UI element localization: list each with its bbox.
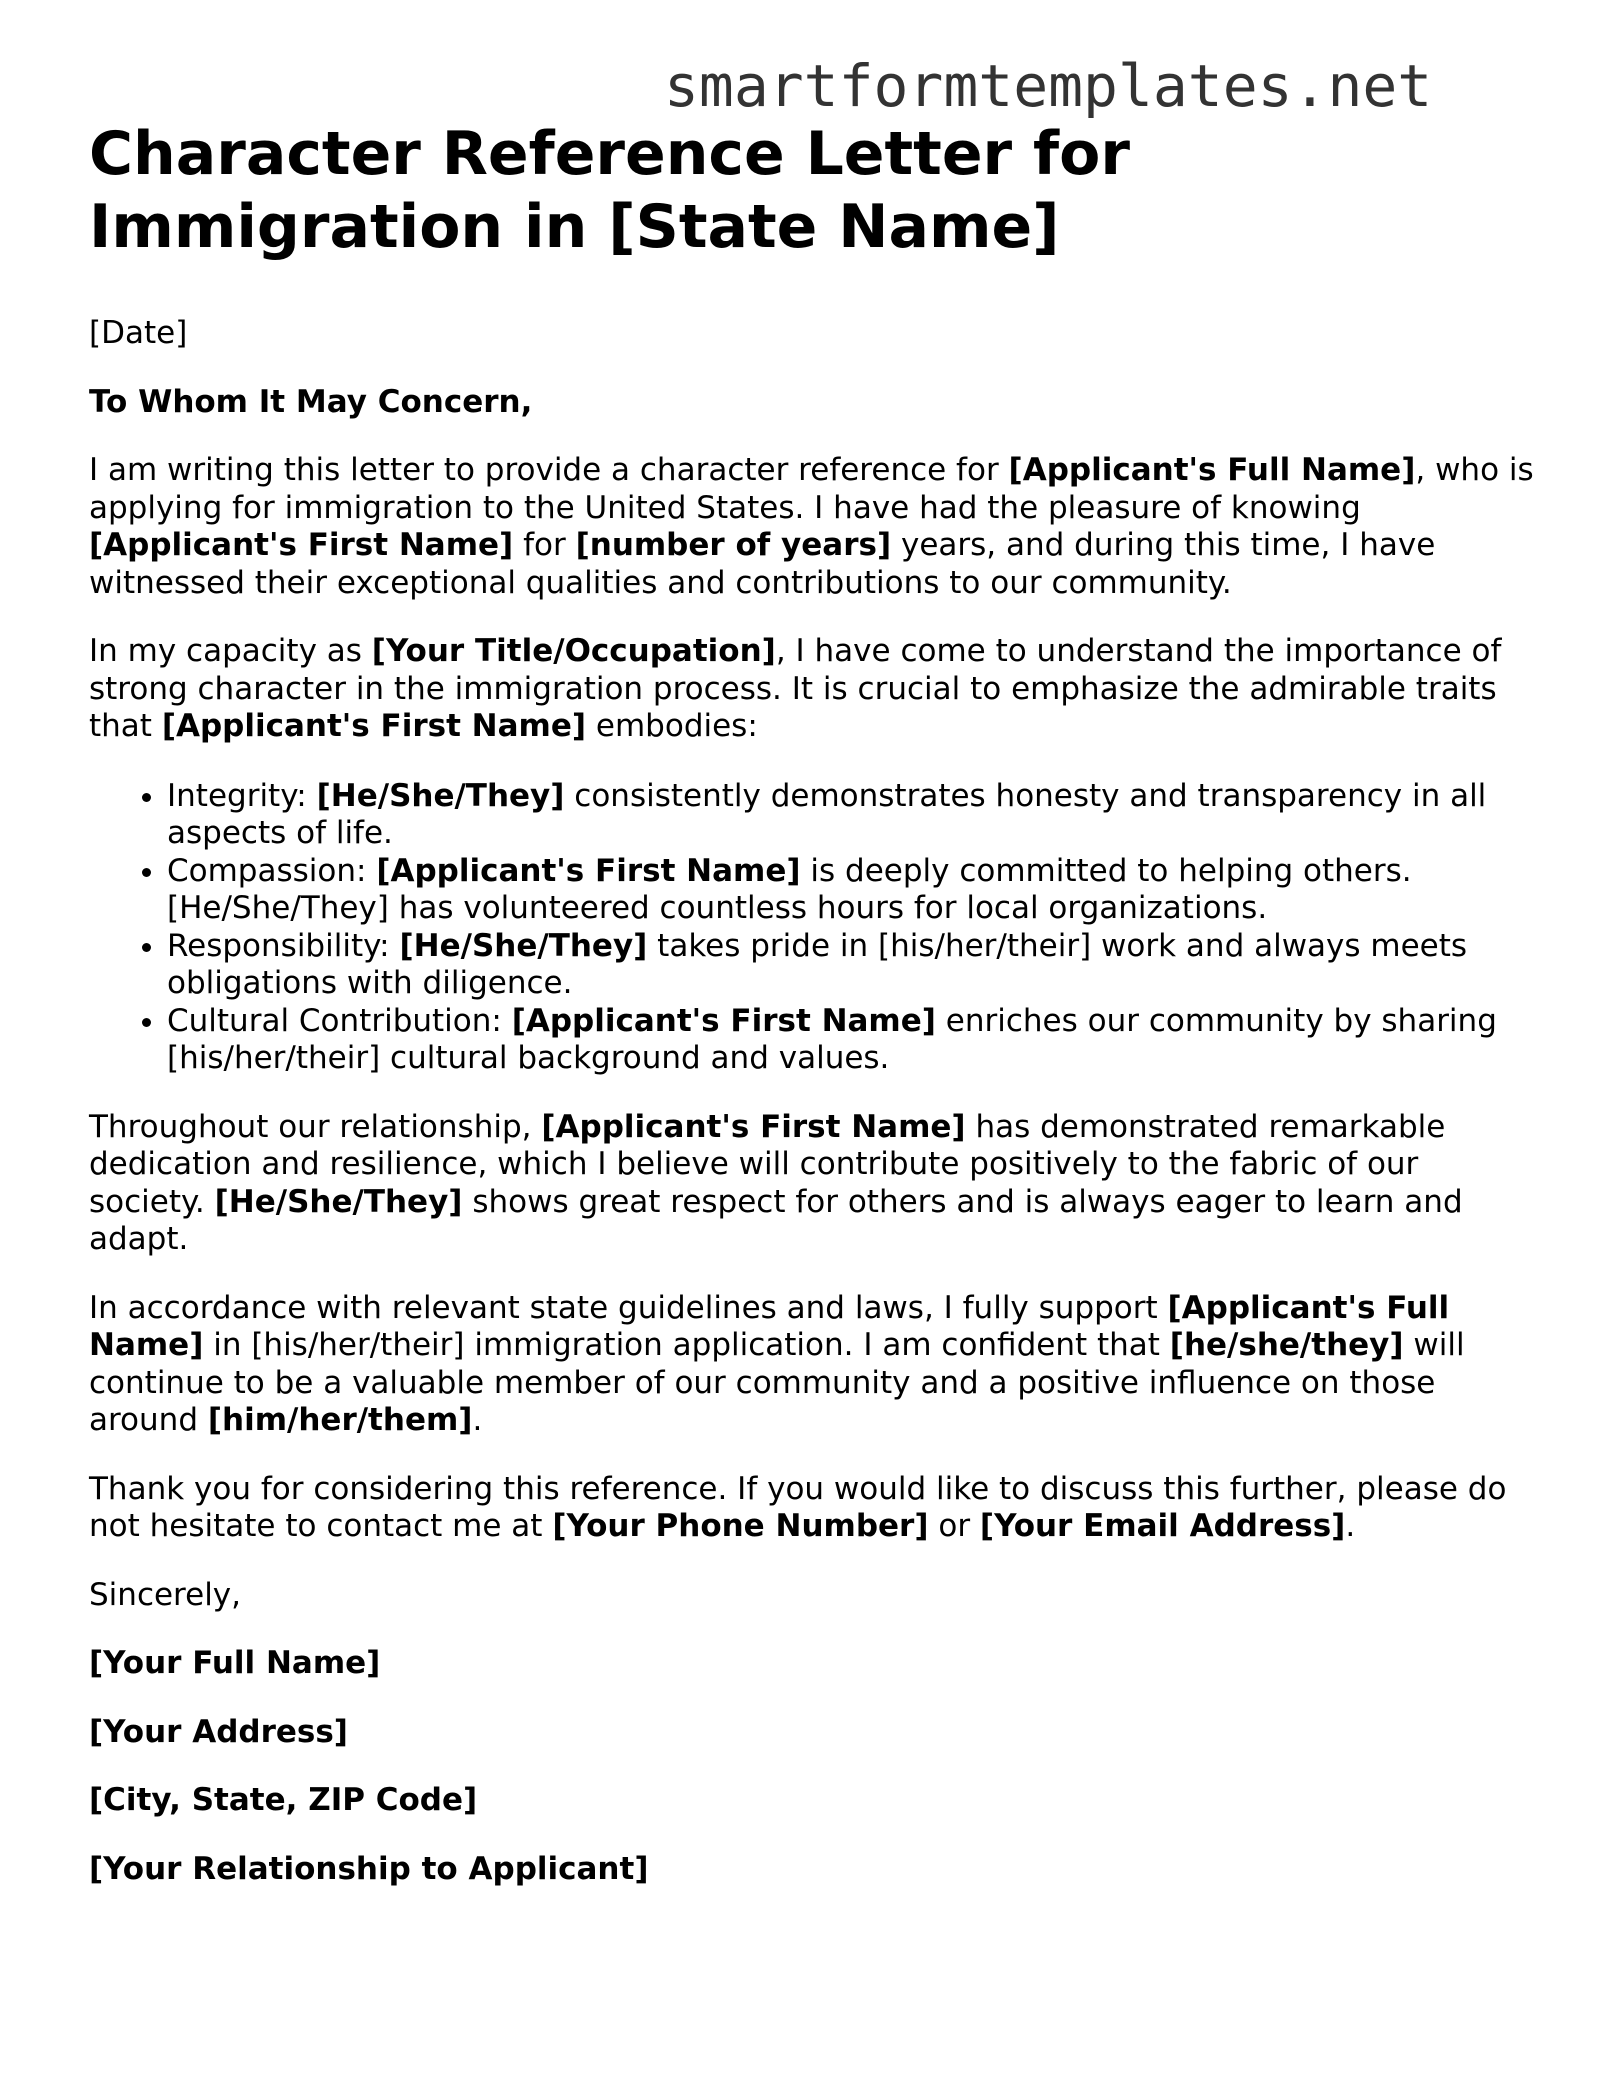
- placeholder-email-address: [Your Email Address]: [979, 1508, 1346, 1544]
- trait-label: Responsibility:: [167, 927, 400, 964]
- text-segment: I am writing this letter to provide a character reference for: [89, 452, 1009, 488]
- text-segment: In my capacity as: [89, 633, 372, 669]
- trait-placeholder: [Applicant's First Name]: [511, 1002, 936, 1039]
- placeholder-pronoun: [He/She/They]: [214, 1183, 463, 1220]
- placeholder-applicant-first-name: [Applicant's First Name]: [161, 708, 587, 744]
- placeholder-applicant-first-name: [Applicant's First Name]: [89, 527, 514, 563]
- trait-label: Compassion:: [167, 852, 377, 889]
- trait-label: Cultural Contribution:: [167, 1002, 512, 1039]
- text-segment: embodies:: [586, 708, 758, 744]
- placeholder-object-pronoun: [him/her/them]: [207, 1402, 473, 1438]
- text-segment: .: [472, 1402, 483, 1438]
- text-segment: Thank you for considering this reference. If you would like to discuss this further, please do not hesitate to contact me at: [89, 1470, 1507, 1544]
- trait-placeholder: [He/She/They]: [399, 927, 648, 964]
- paragraph-introduction: [89, 452, 1539, 602]
- text-segment: In accordance with relevant state guidelines and laws, I fully support: [89, 1289, 1168, 1326]
- trait-placeholder: [He/She/They]: [316, 777, 565, 814]
- text-segment: shows great respect for others and is always eager to learn and adapt.: [89, 1183, 1463, 1257]
- signature-address: [Your Address]: [89, 1713, 348, 1750]
- letter-date: [Date]: [89, 315, 188, 351]
- text-segment: .: [1345, 1508, 1356, 1544]
- trait-text: enriches our community by sharing [his/her/their] cultural background and values.: [167, 1002, 1497, 1076]
- watermark-site-name: smartformtemplates.net: [664, 52, 1433, 120]
- letter-closing: Sincerely,: [89, 1576, 242, 1613]
- signature-name: [Your Full Name]: [89, 1645, 381, 1681]
- trait-label: Integrity:: [167, 777, 317, 814]
- traits-list: [89, 778, 1539, 1078]
- list-item: [167, 1003, 1539, 1078]
- text-segment: will continue to be a valuable member of our community and a positive influence on those around: [89, 1327, 1465, 1438]
- paragraph-support: [89, 1290, 1539, 1440]
- letter-page: [89, 118, 1539, 1888]
- placeholder-applicant-first-name: [Applicant's First Name]: [541, 1108, 966, 1145]
- trait-text: consistently demonstrates honesty and transparency in all aspects of life.: [167, 777, 1487, 851]
- placeholder-phone-number: [Your Phone Number]: [552, 1508, 929, 1544]
- list-item: [167, 853, 1539, 928]
- paragraph-contact: [89, 1471, 1539, 1546]
- letter-title: Character Reference Letter for Immigration in [State Name]: [89, 119, 1130, 262]
- letter-salutation: To Whom It May Concern,: [89, 383, 533, 420]
- placeholder-applicant-full-name: [Applicant's Full Name]: [1008, 452, 1416, 488]
- text-segment: Throughout our relationship,: [89, 1108, 542, 1145]
- list-item: [167, 928, 1539, 1003]
- text-segment: has demonstrated remarkable dedication and resilience, which I believe will contribute positively to the fabric of our society.: [89, 1108, 1446, 1220]
- text-segment: or: [928, 1508, 980, 1544]
- placeholder-applicant-full-name: [Applicant's Full Name]: [89, 1289, 1450, 1363]
- paragraph-capacity: [89, 633, 1539, 746]
- list-item: [167, 778, 1539, 853]
- text-segment: , who is applying for immigration to the United States. I have had the pleasure of knowing: [89, 452, 1534, 526]
- paragraph-relationship: [89, 1109, 1539, 1259]
- trait-text: is deeply committed to helping others. [He/She/They] has volunteered countless hours for local organizations.: [167, 852, 1412, 926]
- text-segment: , I have come to understand the importance of strong character in the immigration process. It is crucial to emphasize the admirable traits that: [89, 633, 1502, 744]
- text-segment: for: [513, 527, 576, 563]
- text-segment: in [his/her/their] immigration application. I am confident that: [203, 1327, 1170, 1363]
- text-segment: years, and during this time, I have witnessed their exceptional qualities and contributions to our community.: [89, 527, 1436, 601]
- signature-relationship: [Your Relationship to Applicant]: [89, 1850, 649, 1887]
- trait-placeholder: [Applicant's First Name]: [376, 852, 801, 889]
- signature-city-state-zip: [City, State, ZIP Code]: [89, 1782, 478, 1818]
- placeholder-pronoun: [he/she/they]: [1169, 1327, 1404, 1363]
- trait-text: takes pride in [his/her/their] work and always meets obligations with diligence.: [167, 927, 1468, 1001]
- placeholder-number-of-years: [number of years]: [575, 527, 892, 563]
- placeholder-your-title: [Your Title/Occupation]: [371, 633, 776, 669]
